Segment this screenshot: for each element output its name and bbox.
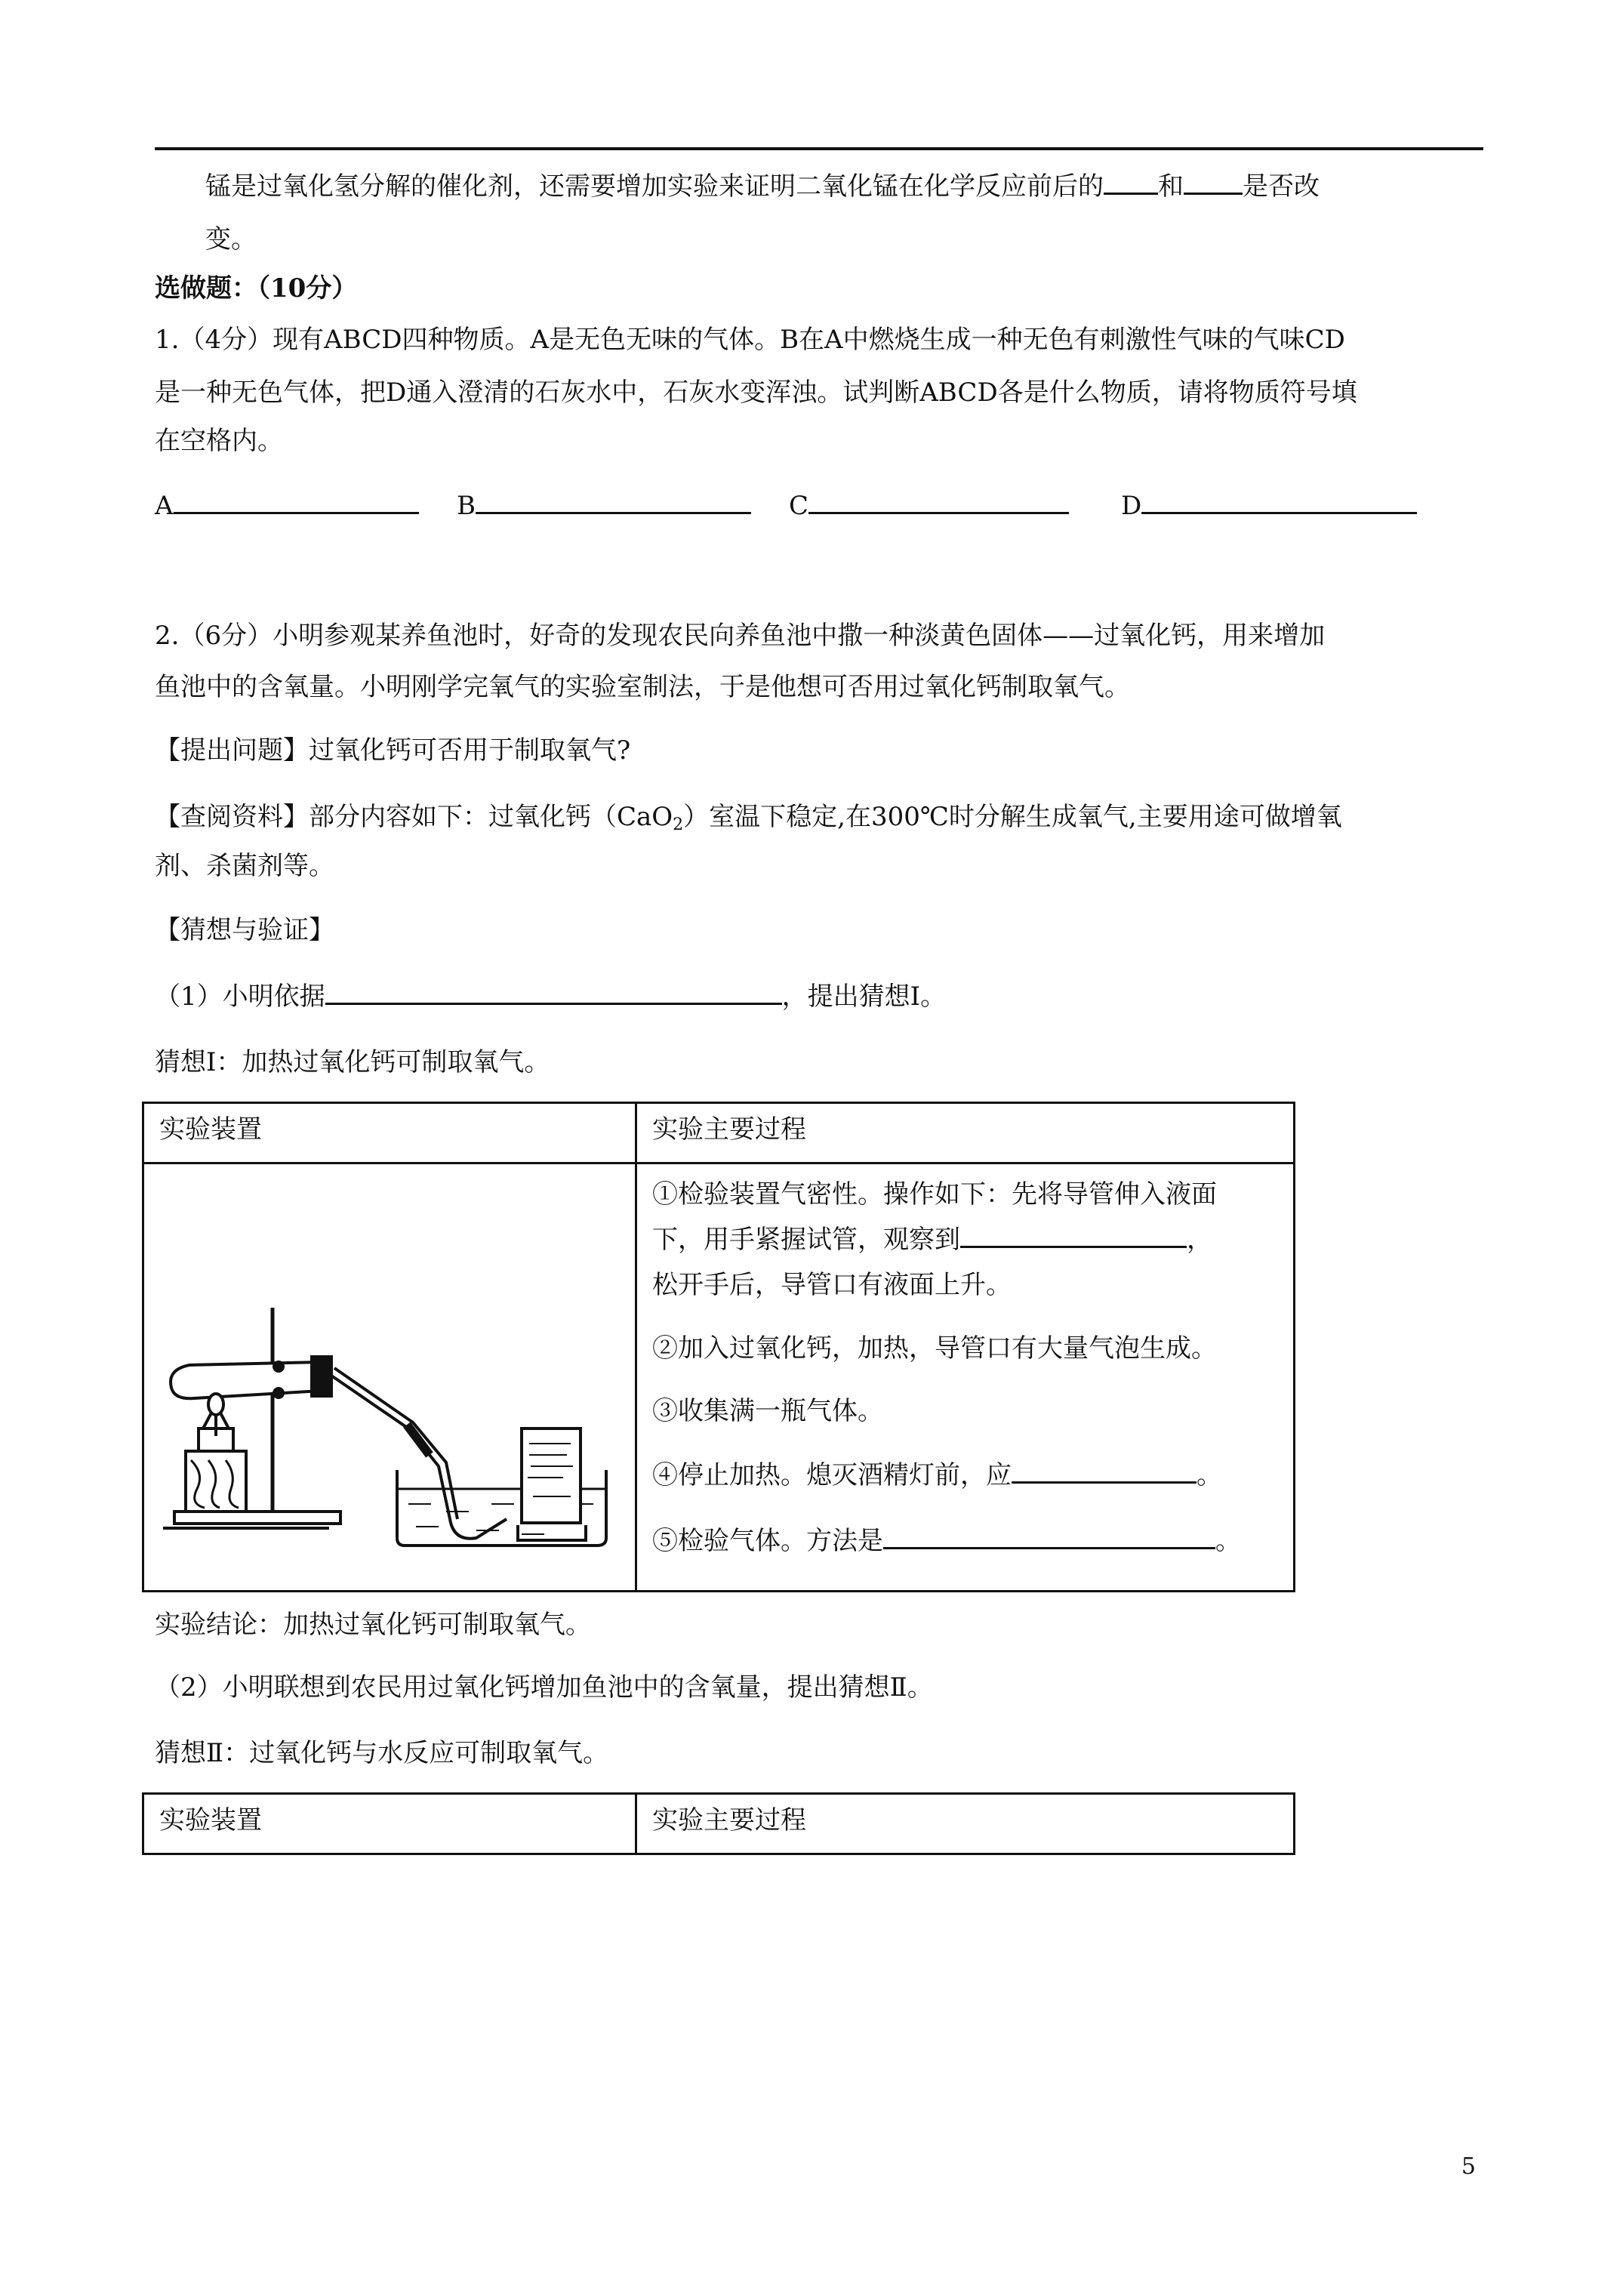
q1-line-2: 是一种无色气体，把D通入澄清的石灰水中，石灰水变浑浊。试判断ABCD各是什么物质，请将物质符号填 — [155, 378, 1357, 408]
q2-guess-heading: 【猜想与验证】 — [155, 915, 334, 945]
q1-line-1: 1.（4分）现有ABCD四种物质。A是无色无味的气体。B在A中燃烧生成一种无色有刺激性气味的气味CD — [155, 325, 1345, 355]
step-text: 下，用手紧握试管，观察到 — [652, 1225, 960, 1255]
q2-guess-1: 猜想Ⅰ：加热过氧化钙可制取氧气。 — [155, 1047, 550, 1077]
step-1-line-1: ①检验装置气密性。操作如下：先将导管伸入液面 — [652, 1179, 1217, 1210]
reference-text: ）室温下稳定,在300℃时分解生成氧气,主要用途可做增氧 — [683, 802, 1342, 832]
blank-label: C — [789, 491, 809, 521]
step-1-line-3: 松开手后，导管口有液面上升。 — [652, 1270, 1012, 1300]
step-5 — [652, 1524, 1241, 1558]
answer-blank[interactable] — [1104, 170, 1158, 195]
table-header-apparatus: 实验装置 — [143, 1103, 636, 1163]
process-cell — [636, 1163, 1295, 1592]
q2-conclusion: 实验结论：加热过氧化钙可制取氧气。 — [155, 1610, 591, 1640]
header-rule — [155, 147, 1483, 150]
q1-blank-b — [457, 489, 751, 522]
step-text: 。 — [1196, 1460, 1222, 1490]
apparatus-cell — [143, 1163, 636, 1592]
q2-basis — [155, 980, 946, 1013]
q1-blank-c — [789, 489, 1069, 522]
continuation-text: 和 — [1158, 171, 1184, 202]
q1-line-3: 在空格内。 — [155, 426, 283, 456]
answer-blank[interactable] — [960, 1223, 1187, 1248]
basis-text: （1）小明依据 — [155, 982, 325, 1012]
answer-blank[interactable] — [1184, 170, 1243, 195]
answer-blank[interactable] — [325, 980, 782, 1005]
q2-guess-2: 猜想Ⅱ：过氧化钙与水反应可制取氧气。 — [155, 1738, 609, 1768]
experiment-table-1 — [142, 1102, 1295, 1592]
step-2: ②加入过氧化钙，加热，导管口有大量气泡生成。 — [652, 1333, 1217, 1364]
continuation-text: 是否改 — [1243, 171, 1320, 202]
continuation-line-1 — [205, 170, 1320, 203]
q2-guess-2-intro: （2）小明联想到农民用过氧化钙增加鱼池中的含氧量，提出猜想Ⅱ。 — [155, 1672, 933, 1703]
answer-blank[interactable] — [1012, 1459, 1196, 1484]
experiment-table-2 — [142, 1792, 1295, 1855]
step-text: 。 — [1215, 1526, 1241, 1556]
continuation-line-2: 变。 — [205, 224, 257, 254]
basis-text: ，提出猜想Ⅰ。 — [781, 982, 947, 1012]
q1-blank-d — [1121, 489, 1417, 522]
reference-text: 【查阅资料】部分内容如下：过氧化钙（CaO — [155, 802, 673, 832]
q2-question: 【提出问题】过氧化钙可否用于制取氧气? — [155, 735, 631, 766]
q1-blank-a — [155, 489, 419, 522]
section-heading: 选做题：（10分） — [155, 273, 358, 304]
table-header-process: 实验主要过程 — [636, 1794, 1295, 1854]
blank-label: B — [457, 491, 476, 521]
table-header-apparatus: 实验装置 — [143, 1794, 636, 1854]
apparatus-diagram — [144, 1164, 635, 1590]
step-4 — [652, 1459, 1222, 1492]
continuation-text: 锰是过氧化氢分解的催化剂，还需要增加实验来证明二氧化锰在化学反应前后的 — [205, 171, 1104, 202]
step-1-line-2 — [652, 1223, 1212, 1256]
step-text: ⑤检验气体。方法是 — [652, 1526, 883, 1556]
step-text: ， — [1187, 1225, 1212, 1255]
q2-reference-line-2: 剂、杀菌剂等。 — [155, 851, 334, 881]
step-3: ③收集满一瓶气体。 — [652, 1396, 883, 1426]
q2-line-2: 鱼池中的含氧量。小明刚学完氧气的实验室制法，于是他想可否用过氧化钙制取氧气。 — [155, 672, 1130, 702]
q2-line-1: 2.（6分）小明参观某养鱼池时，好奇的发现农民向养鱼池中撒一种淡黄色固体——过氧化钙，用来增加 — [155, 621, 1326, 651]
page-number: 5 — [1461, 2153, 1476, 2180]
answer-blank[interactable] — [808, 489, 1069, 514]
blank-label: D — [1121, 491, 1142, 521]
blank-label: A — [155, 491, 174, 521]
answer-blank[interactable] — [174, 489, 419, 514]
table-header-process: 实验主要过程 — [636, 1103, 1295, 1163]
answer-blank[interactable] — [1141, 489, 1417, 514]
answer-blank[interactable] — [476, 489, 751, 514]
q2-reference — [155, 800, 1342, 842]
answer-blank[interactable] — [883, 1524, 1215, 1549]
subscript: 2 — [673, 815, 684, 834]
step-text: ④停止加热。熄灭酒精灯前，应 — [652, 1460, 1012, 1490]
